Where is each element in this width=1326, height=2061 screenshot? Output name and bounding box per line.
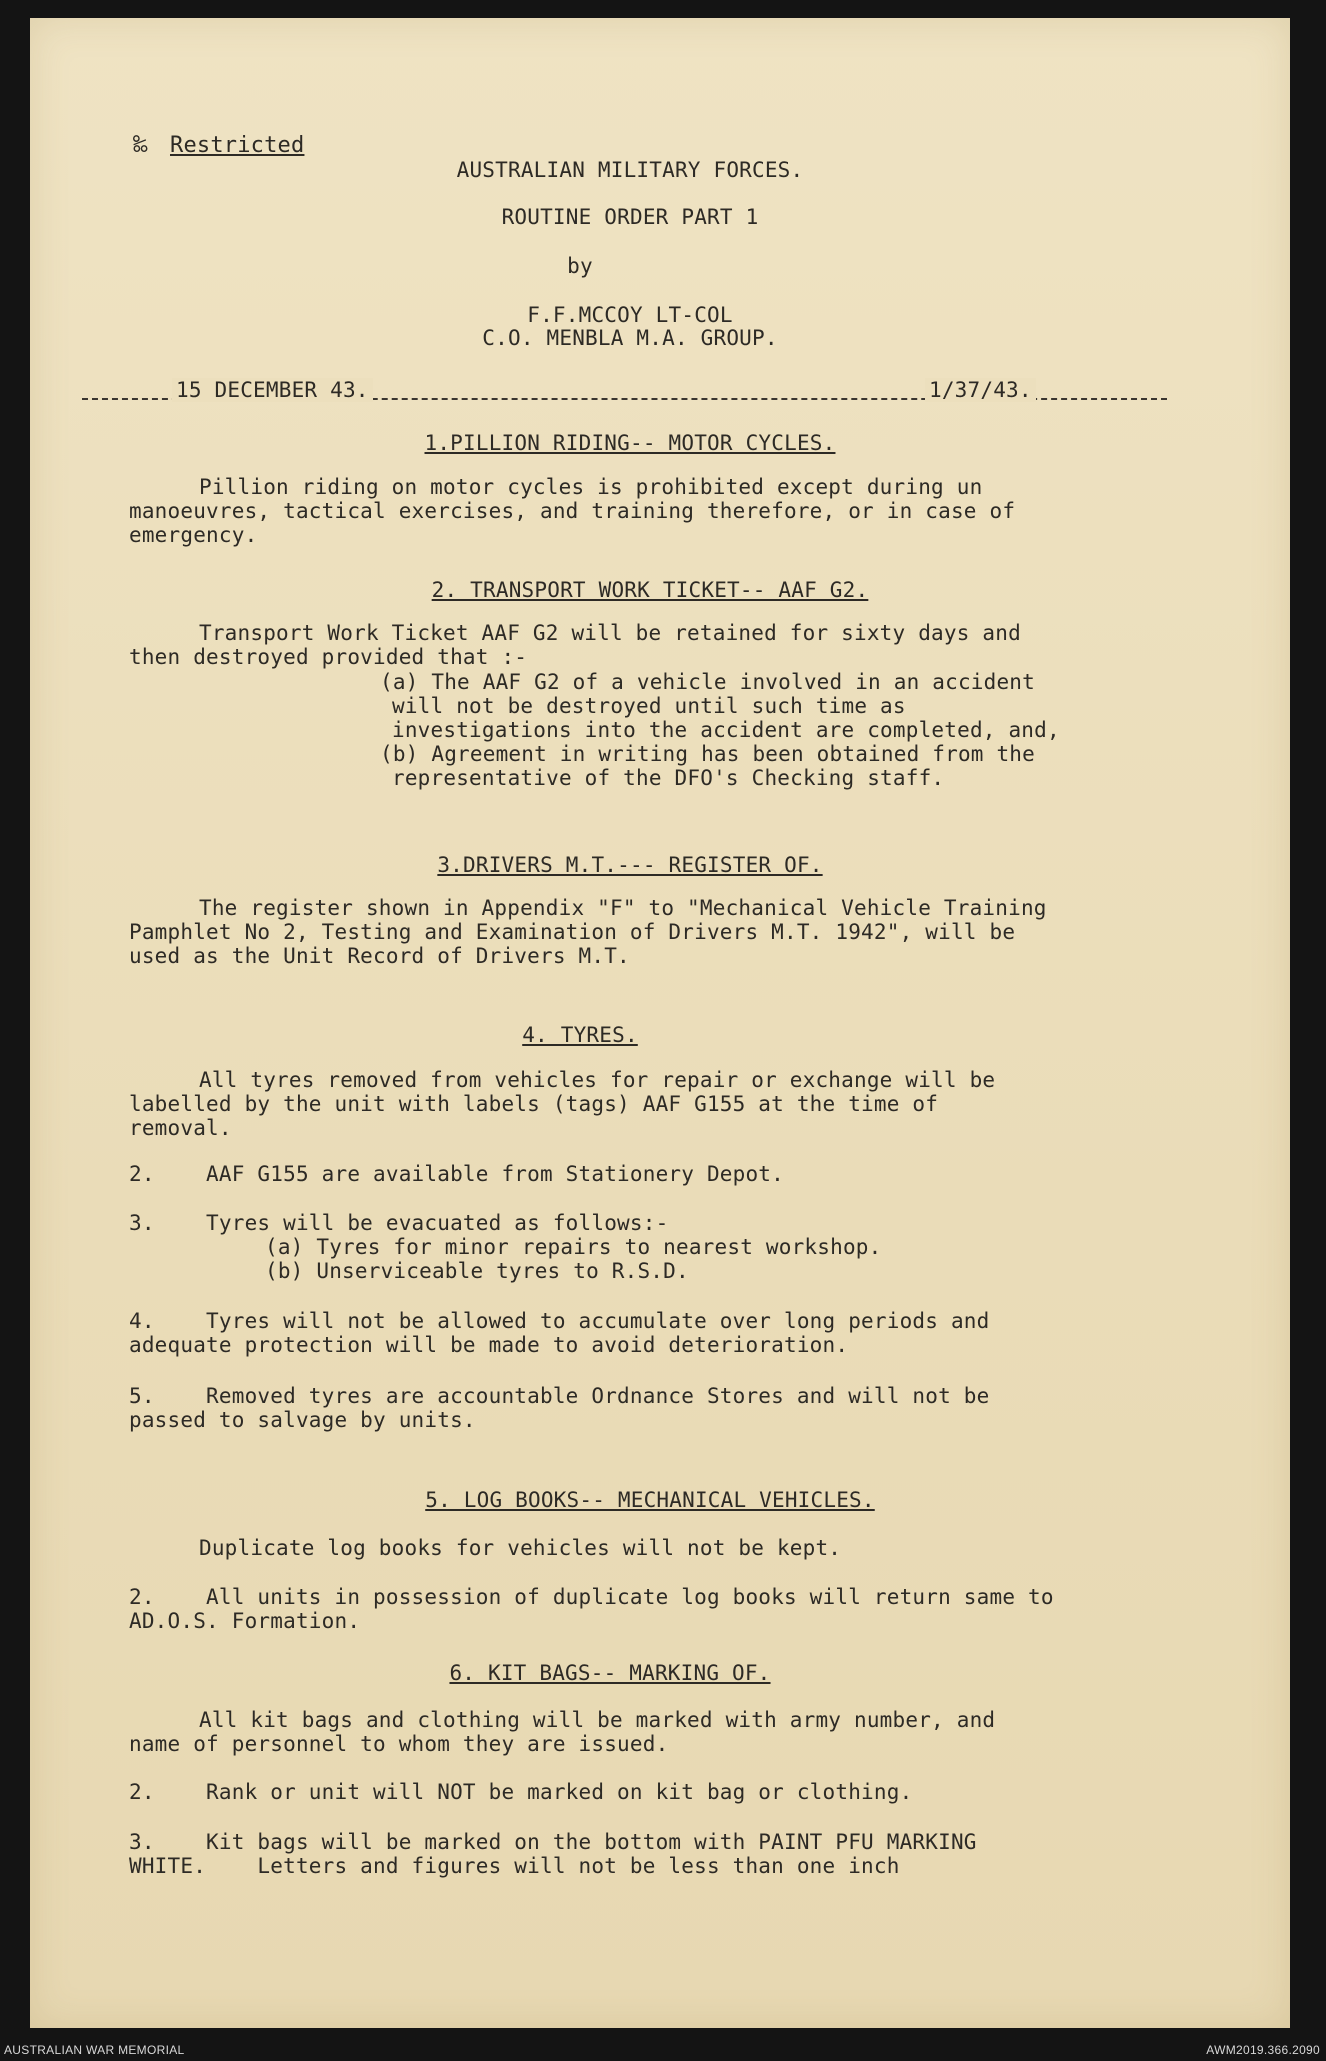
section-heading: 4. TYRES.	[522, 1023, 638, 1047]
body-line: 2. AAF G155 are available from Stationery Depot.	[129, 1162, 784, 1186]
order-date: 15 DECEMBER 43.	[172, 378, 373, 402]
body-line: Transport Work Ticket AAF G2 will be retained for sixty days and	[199, 621, 1021, 645]
body-line: emergency.	[129, 523, 258, 547]
body-line: All kit bags and clothing will be marked with army number, and	[199, 1708, 996, 1732]
body-line: name of personnel to whom they are issued.	[129, 1732, 669, 1756]
body-line: used as the Unit Record of Drivers M.T.	[129, 944, 630, 968]
section-heading: 3.DRIVERS M.T.--- REGISTER OF.	[437, 853, 823, 877]
body-line: 2. Rank or unit will NOT be marked on kit bag or clothing.	[129, 1780, 913, 1804]
title-by: by	[567, 254, 593, 278]
order-number: 1/37/43.	[925, 378, 1036, 402]
margin-mark: ‰	[133, 130, 148, 158]
body-line: removal.	[129, 1116, 232, 1140]
body-line: representative of the DFO's Checking staff.	[392, 766, 945, 790]
body-line: 4. Tyres will not be allowed to accumulate over long periods and	[129, 1309, 990, 1333]
section-heading: 2. TRANSPORT WORK TICKET-- AAF G2.	[431, 578, 869, 602]
body-line: The register shown in Appendix "F" to "Mechanical Vehicle Training	[199, 896, 1047, 920]
body-line: 2. All units in possession of duplicate log books will return same to	[129, 1585, 1054, 1609]
body-line: Duplicate log books for vehicles will not be kept.	[199, 1536, 842, 1560]
body-line: All tyres removed from vehicles for repair or exchange will be	[199, 1068, 996, 1092]
body-line: (a) The AAF G2 of a vehicle involved in an accident	[380, 670, 1035, 694]
footer-institution: AUSTRALIAN WAR MEMORIAL	[4, 2043, 185, 2057]
body-line: manoeuvres, tactical exercises, and training therefore, or in case of	[129, 499, 1016, 523]
body-line: 3. Kit bags will be marked on the bottom with PAINT PFU MARKING	[129, 1830, 977, 1854]
body-line: will not be destroyed until such time as	[392, 694, 906, 718]
body-line: labelled by the unit with labels (tags) AAF G155 at the time of	[129, 1092, 939, 1116]
footer-accession-number: AWM2019.366.2090	[1206, 2043, 1320, 2057]
title-unit: C.O. MENBLA M.A. GROUP.	[482, 326, 778, 350]
body-line: then destroyed provided that :-	[129, 645, 528, 669]
body-line: adequate protection will be made to avoid deterioration.	[129, 1333, 849, 1357]
body-line: Pillion riding on motor cycles is prohibited except during un	[199, 475, 983, 499]
body-line: (b) Agreement in writing has been obtained from the	[380, 742, 1035, 766]
title-signatory: F.F.MCCOY LT-COL	[527, 303, 733, 327]
title-order: ROUTINE ORDER PART 1	[501, 205, 759, 229]
body-line: Pamphlet No 2, Testing and Examination of Drivers M.T. 1942", will be	[129, 920, 1016, 944]
document-page	[30, 18, 1290, 2028]
body-line: passed to salvage by units.	[129, 1408, 476, 1432]
title-force: AUSTRALIAN MILITARY FORCES.	[456, 158, 804, 182]
body-line: WHITE. Letters and figures will not be less than one inch	[129, 1854, 900, 1878]
section-heading: 6. KIT BAGS-- MARKING OF.	[449, 1661, 771, 1685]
section-heading: 1.PILLION RIDING-- MOTOR CYCLES.	[424, 431, 836, 455]
body-line: 3. Tyres will be evacuated as follows:-	[129, 1211, 669, 1235]
body-line: (a) Tyres for minor repairs to nearest workshop.	[265, 1235, 882, 1259]
body-line: investigations into the accident are completed, and,	[392, 718, 1060, 742]
body-line: 5. Removed tyres are accountable Ordnance Stores and will not be	[129, 1384, 990, 1408]
section-heading: 5. LOG BOOKS-- MECHANICAL VEHICLES.	[425, 1488, 875, 1512]
body-line: (b) Unserviceable tyres to R.S.D.	[265, 1259, 689, 1283]
classification-label: Restricted	[170, 133, 305, 158]
body-line: AD.O.S. Formation.	[129, 1609, 361, 1633]
